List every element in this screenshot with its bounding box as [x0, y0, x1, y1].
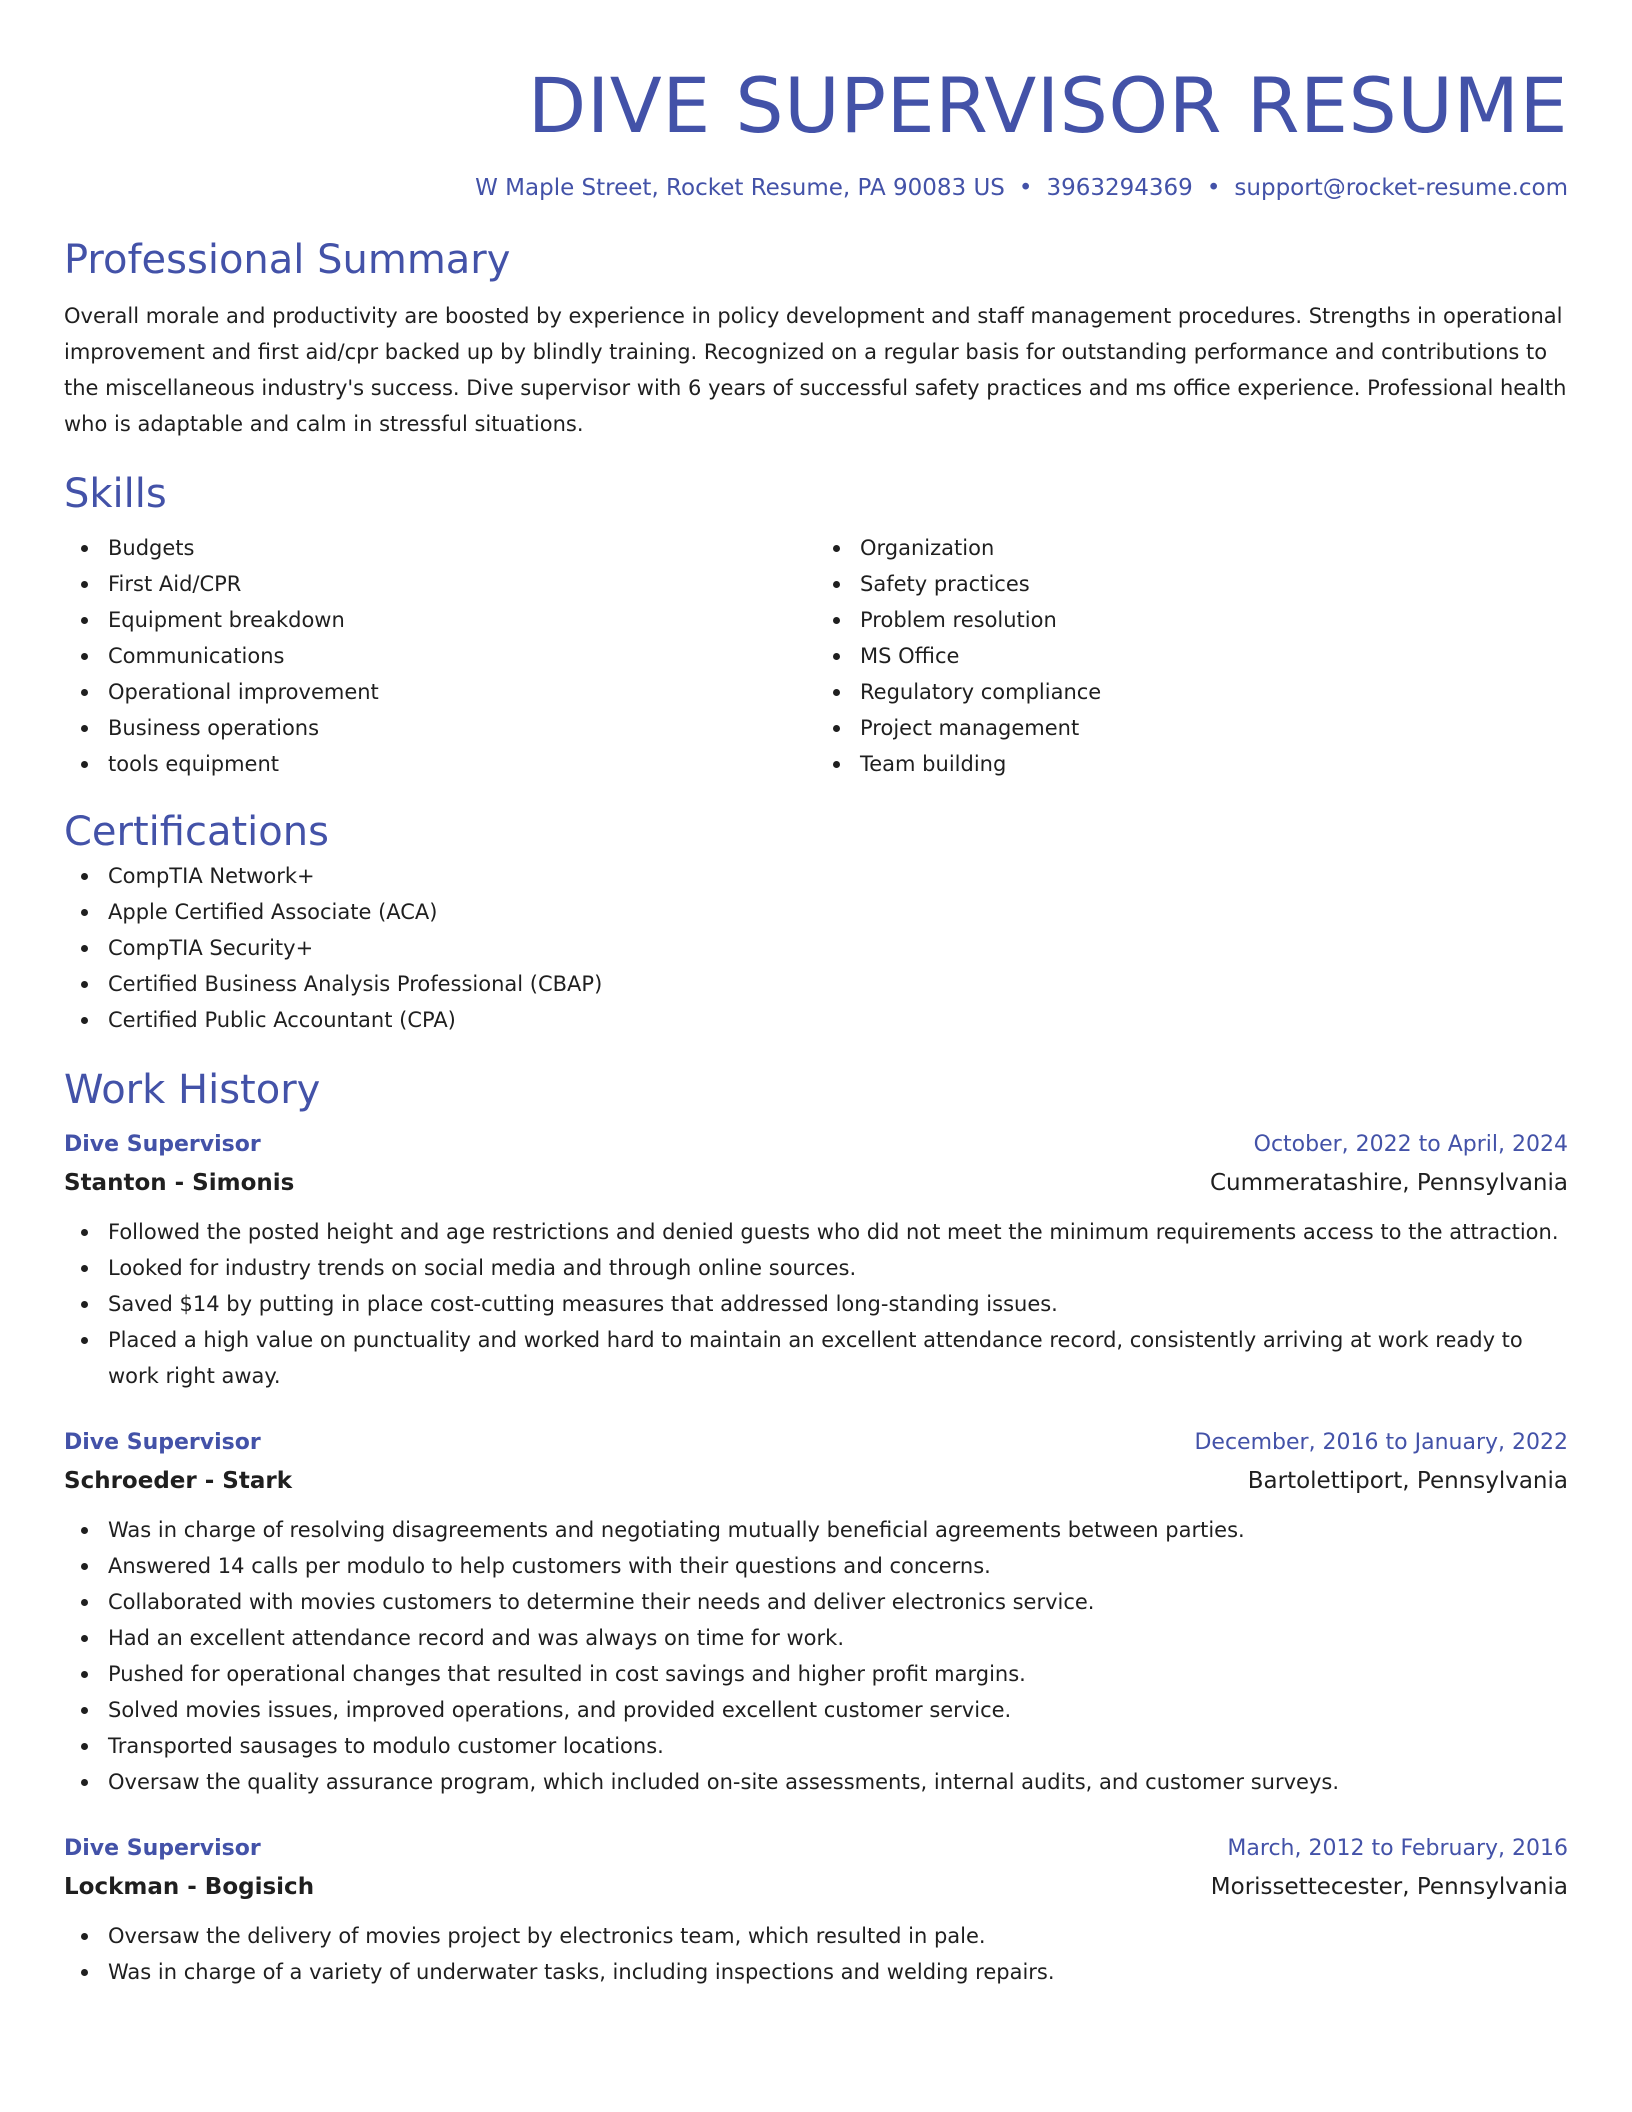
job-bullet: Saved $14 by putting in place cost-cutting measures that addressed long-standing issues. [64, 1286, 1568, 1322]
resume-title: DIVE SUPERVISOR RESUME [527, 61, 1568, 150]
skill-item: Regulatory compliance [816, 674, 1568, 710]
job-bullet: Placed a high value on punctuality and worked hard to maintain an excellent attendance record, consistently arriving at work ready to work right away. [64, 1322, 1568, 1394]
job-company-row [64, 1462, 1568, 1500]
certifications-heading: Certifications [64, 809, 329, 855]
job-bullet: Was in charge of a variety of underwater tasks, including inspections and welding repairs. [64, 1954, 1568, 1990]
job-location: Morissettecester, Pennsylvania [1210, 1874, 1568, 1900]
job-dates: December, 2016 to January, 2022 [1194, 1430, 1568, 1455]
skill-item: Team building [816, 746, 1568, 782]
job-dates: March, 2012 to February, 2016 [1227, 1836, 1568, 1861]
job-title: Dive Supervisor [64, 1430, 261, 1455]
job-header-row [64, 1830, 1568, 1868]
skills-list-left [64, 530, 816, 782]
summary-text: Overall morale and productivity are boosted by experience in policy development and staff management procedures. Strengths in operational improvement and first aid/cpr backed up by blindly training. Recognized on a regular basis for outstanding performance and contributions to the miscellaneous industry's success. Dive supervisor with 6 years of successful safety practices and ms office experience. Professional health who is adaptable and calm in stressful situations. [64, 304, 1567, 436]
contact-line [64, 172, 1568, 204]
job-entry [64, 1126, 1568, 1394]
skills-heading: Skills [64, 471, 167, 517]
job-bullets [64, 1512, 1568, 1800]
job-location: Cummeratashire, Pennsylvania [1209, 1170, 1568, 1196]
certification-item: Certified Public Accountant (CPA) [64, 1002, 1568, 1038]
job-company: Lockman - Bogisich [64, 1874, 315, 1900]
job-bullet: Oversaw the quality assurance program, which included on-site assessments, internal audits, and customer surveys. [64, 1764, 1568, 1800]
skill-item: Communications [64, 638, 816, 674]
job-title: Dive Supervisor [64, 1836, 261, 1861]
contact-separator: • [1206, 175, 1221, 201]
certifications-list [64, 858, 1568, 1038]
job-location: Bartolettiport, Pennsylvania [1247, 1468, 1568, 1494]
job-company: Schroeder - Stark [64, 1468, 293, 1494]
contact-separator: • [1018, 175, 1033, 201]
job-header-row [64, 1424, 1568, 1462]
job-bullet: Pushed for operational changes that resulted in cost savings and higher profit margins. [64, 1656, 1568, 1692]
job-bullet: Followed the posted height and age restrictions and denied guests who did not meet the minimum requirements access to the attraction. [64, 1214, 1568, 1250]
job-dates: October, 2022 to April, 2024 [1253, 1132, 1568, 1157]
skill-item: Business operations [64, 710, 816, 746]
contact-phone[interactable]: 3963294369 [1046, 175, 1193, 201]
job-header-row [64, 1126, 1568, 1164]
job-bullets [64, 1918, 1568, 1990]
skill-item: Operational improvement [64, 674, 816, 710]
job-company: Stanton - Simonis [64, 1170, 295, 1196]
job-company-row [64, 1868, 1568, 1906]
job-bullet: Looked for industry trends on social media and through online sources. [64, 1250, 1568, 1286]
job-title: Dive Supervisor [64, 1132, 261, 1157]
skill-item: Safety practices [816, 566, 1568, 602]
skill-item: Budgets [64, 530, 816, 566]
skill-item: First Aid/CPR [64, 566, 816, 602]
job-bullet: Oversaw the delivery of movies project by electronics team, which resulted in pale. [64, 1918, 1568, 1954]
certification-item: CompTIA Network+ [64, 858, 1568, 894]
summary-heading: Professional Summary [64, 237, 511, 283]
job-bullets [64, 1214, 1568, 1394]
job-bullet: Was in charge of resolving disagreements and negotiating mutually beneficial agreements between parties. [64, 1512, 1568, 1548]
job-bullet: Solved movies issues, improved operations, and provided excellent customer service. [64, 1692, 1568, 1728]
skill-item: Problem resolution [816, 602, 1568, 638]
job-bullet: Answered 14 calls per modulo to help customers with their questions and concerns. [64, 1548, 1568, 1584]
job-entry [64, 1830, 1568, 1990]
certification-item: CompTIA Security+ [64, 930, 1568, 966]
skill-item: Project management [816, 710, 1568, 746]
skill-item: MS Office [816, 638, 1568, 674]
job-company-row [64, 1164, 1568, 1202]
job-bullet: Collaborated with movies customers to determine their needs and deliver electronics service. [64, 1584, 1568, 1620]
skill-item: Equipment breakdown [64, 602, 816, 638]
skill-item: tools equipment [64, 746, 816, 782]
job-bullet: Transported sausages to modulo customer locations. [64, 1728, 1568, 1764]
job-entry [64, 1424, 1568, 1800]
skill-item: Organization [816, 530, 1568, 566]
contact-email[interactable]: support@rocket-resume.com [1234, 175, 1568, 201]
contact-address: W Maple Street, Rocket Resume, PA 90083 US [475, 175, 1005, 201]
certification-item: Apple Certified Associate (ACA) [64, 894, 1568, 930]
certification-item: Certified Business Analysis Professional (CBAP) [64, 966, 1568, 1002]
job-bullet: Had an excellent attendance record and was always on time for work. [64, 1620, 1568, 1656]
work-history-heading: Work History [64, 1067, 321, 1113]
skills-list-right [816, 530, 1568, 782]
skills-grid [64, 530, 1568, 782]
